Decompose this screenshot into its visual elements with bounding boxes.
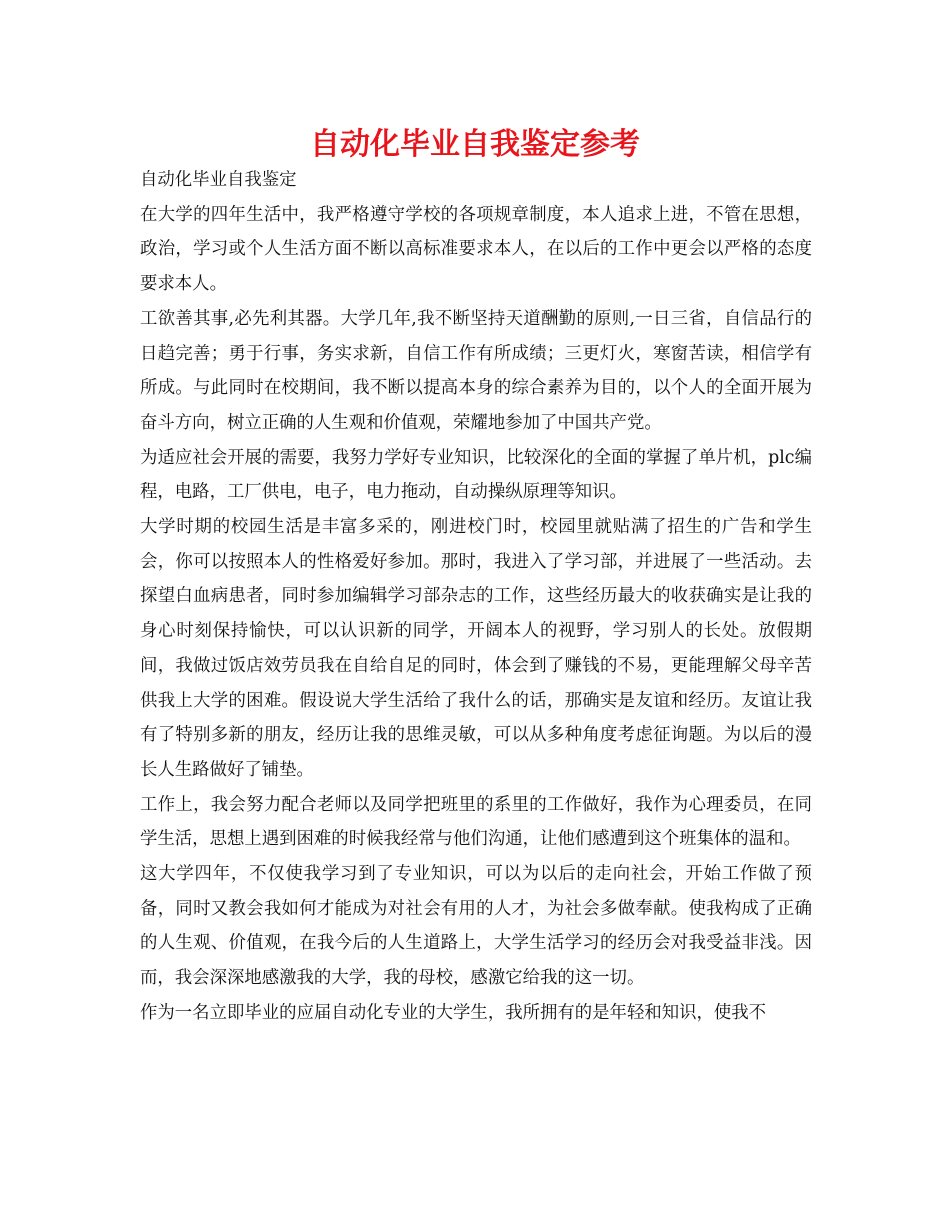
paragraph: 工作上，我会努力配合老师以及同学把班里的系里的工作做好，我作为心理委员，在同学生活，思想上遇到困难的时候我经常与他们沟通，让他们感遭到这个班集体的温和。 <box>140 794 812 850</box>
paragraph: 工欲善其事,必先利其器。大学几年,我不断坚持天道酬勤的原则,一日三省，自信品行的日趋完善；勇于行事，务实求新，自信工作有所成绩；三更灯火，寒窗苦读，相信学有所成。与此同时在校期间，我不断以提高本身的综合素养为目的，以个人的全面开展为奋斗方向，树立正确的人生观和价值观，荣耀地参加了中国共产党。 <box>140 308 812 433</box>
paragraph: 为适应社会开展的需要，我努力学好专业知识，比较深化的全面的掌握了单片机，plc编程，电路，工厂供电，电子，电力拖动，自动操纵原理等知识。 <box>140 447 812 503</box>
document-body <box>140 163 812 1031</box>
paragraph: 这大学四年，不仅使我学习到了专业知识，可以为以后的走向社会，开始工作做了预备，同时又教会我如何才能成为对社会有用的人才，为社会多做奉献。使我构成了正确的人生观、价值观，在我今后的人生道路上，大学生活学习的经历会对我受益非浅。因而，我会深深地感激我的大学，我的母校，感激它给我的这一切。 <box>140 864 812 989</box>
document-title: 自动化毕业自我鉴定参考 <box>310 127 640 162</box>
paragraph: 在大学的四年生活中，我严格遵守学校的各项规章制度，本人追求上进，不管在思想，政治，学习或个人生活方面不断以高标准要求本人，在以后的工作中更会以严格的态度要求本人。 <box>140 204 812 295</box>
paragraph: 大学时期的校园生活是丰富多采的，刚进校门时，校园里就贴满了招生的广告和学生会，你可以按照本人的性格爱好参加。那时，我进入了学习部，并进展了一些活动。去探望白血病患者，同时参加编辑学习部杂志的工作，这些经历最大的收获确实是让我的身心时刻保持愉快，可以认识新的同学，开阔本人的视野，学习别人的长处。放假期间，我做过饭店效劳员我在自给自足的同时，体会到了赚钱的不易，更能理解父母辛苦供我上大学的困难。假设说大学生活给了我什么的话，那确实是友谊和经历。友谊让我有了特别多新的朋友，经历让我的思维灵敏，可以从多种角度考虑征询题。为以后的漫长人生路做好了铺垫。 <box>140 517 812 780</box>
document-subtitle: 自动化毕业自我鉴定 <box>140 170 297 190</box>
paragraph: 作为一名立即毕业的应届自动化专业的大学生，我所拥有的是年轻和知识，使我不 <box>140 1002 767 1023</box>
